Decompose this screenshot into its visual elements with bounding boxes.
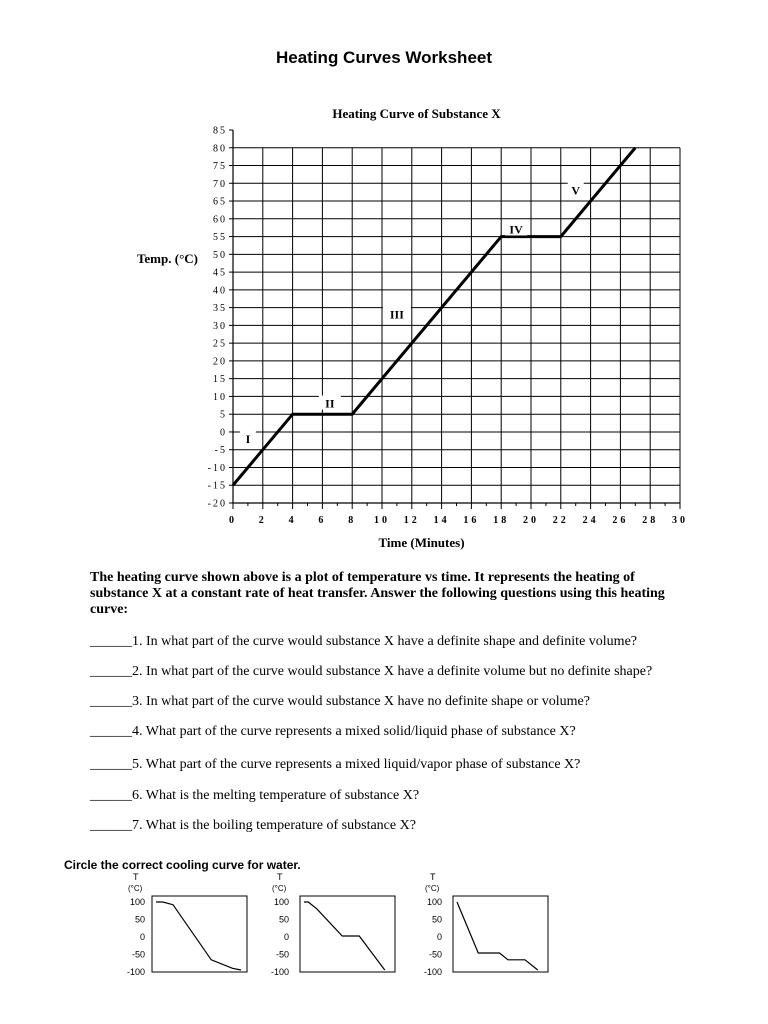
cooling-y-label: -100 — [270, 967, 289, 977]
cooling-y-label: 0 — [436, 932, 442, 942]
y-tick-label: 45 — [213, 267, 227, 279]
cooling-y-label: -50 — [275, 949, 289, 960]
y-tick-label: 30 — [213, 320, 227, 332]
y-tick-label: -15 — [207, 480, 227, 492]
cooling-curve-line-2 — [304, 902, 385, 970]
cooling-curve-line-3 — [457, 902, 538, 970]
region-label-iv: IV — [509, 222, 523, 237]
y-tick-label: 20 — [213, 356, 227, 368]
x-tick-label: 2 — [258, 515, 267, 526]
cooling-y-label: 100 — [426, 897, 442, 907]
y-tick-label: 25 — [213, 338, 227, 350]
x-tick-label: 20 — [523, 515, 539, 526]
x-tick-label: 24 — [582, 515, 599, 526]
y-tick-label: 70 — [213, 178, 227, 190]
cooling-axis-unit-3: (°C) — [425, 884, 440, 893]
y-tick-label: 15 — [213, 374, 227, 386]
question-7: ______7. What is the boiling temperature of substance X? — [90, 818, 416, 833]
y-axis-label: Temp. (°C) — [136, 251, 198, 266]
cooling-y-label: 50 — [278, 914, 289, 925]
cooling-y-label: 50 — [431, 914, 442, 925]
question-4: ______4. What part of the curve represents a mixed solid/liquid phase of substance X? — [90, 724, 576, 739]
cooling-axis-t-3: T — [430, 872, 436, 882]
cooling-y-label: -50 — [428, 949, 442, 960]
y-tick-label: 35 — [213, 303, 227, 315]
x-tick-label: 28 — [642, 515, 659, 526]
region-label-v: V — [571, 183, 581, 198]
x-tick-label: 18 — [493, 515, 510, 526]
y-tick-label: 40 — [213, 285, 227, 297]
cooling-y-label: -100 — [423, 967, 442, 977]
cooling-axis-unit-1: (°C) — [128, 884, 143, 893]
region-label-iii: III — [389, 307, 404, 322]
question-5: ______5. What part of the curve represents a mixed liquid/vapor phase of substance X? — [90, 757, 581, 772]
cooling-axis-unit-2: (°C) — [272, 884, 287, 893]
x-tick-label: 12 — [403, 515, 420, 526]
y-tick-label: 5 — [220, 409, 227, 421]
x-tick-label: 22 — [552, 515, 569, 526]
y-tick-label: 0 — [220, 427, 227, 439]
x-tick-label: 16 — [463, 515, 480, 526]
question-6: ______6. What is the melting temperature of substance X? — [90, 788, 420, 803]
y-tick-label: 60 — [213, 214, 227, 226]
cooling-axis-t-2: T — [277, 872, 283, 882]
cooling-axis-t-1: T — [133, 872, 139, 882]
y-tick-label: -20 — [207, 498, 227, 510]
cooling-curve-options — [0, 870, 768, 1020]
x-tick-label: 10 — [374, 515, 390, 526]
cooling-y-label: 50 — [134, 914, 145, 925]
page-title: Heating Curves Worksheet — [275, 48, 493, 67]
y-tick-label: 10 — [213, 391, 227, 403]
cooling-y-label: 0 — [283, 932, 289, 942]
y-tick-label: 50 — [213, 249, 227, 261]
heating-curve-line — [233, 148, 635, 485]
x-tick-label: 26 — [612, 515, 629, 526]
question-1: ______1. In what part of the curve would substance X have a definite shape and definite volume? — [90, 634, 637, 649]
y-tick-label: -10 — [207, 462, 227, 474]
worksheet-intro: The heating curve shown above is a plot of temperature vs time. It represents the heating of substance X at a constant rate of heat transfer. Answer the following questions using this heating curve: — [90, 570, 665, 617]
cooling-curve-line-1 — [156, 902, 241, 970]
cooling-curve-box-3 — [453, 896, 548, 972]
y-tick-label: 55 — [213, 232, 227, 244]
cooling-curve-box-1 — [152, 896, 247, 972]
y-tick-label: 75 — [213, 161, 227, 173]
y-tick-label: 80 — [213, 143, 227, 155]
x-tick-label: 0 — [229, 515, 237, 526]
cooling-y-label: 0 — [139, 932, 145, 942]
x-tick-label: 6 — [318, 515, 327, 526]
question-2: ______2. In what part of the curve would substance X have a definite volume but no definite shape? — [90, 664, 653, 679]
region-label-ii: II — [325, 396, 335, 411]
cooling-y-label: 100 — [273, 897, 289, 907]
region-label-i: I — [245, 432, 251, 447]
x-tick-label: 8 — [348, 515, 357, 526]
cooling-y-label: -100 — [126, 967, 145, 977]
chart-title: Heating Curve of Substance X — [332, 106, 501, 121]
cooling-curve-prompt: Circle the correct cooling curve for water. — [64, 858, 301, 872]
y-tick-label: 85 — [213, 125, 227, 137]
x-axis-label: Time (Minutes) — [378, 535, 465, 550]
question-3: ______3. In what part of the curve would substance X have no definite shape or volume? — [90, 694, 590, 709]
cooling-y-label: -50 — [131, 949, 145, 960]
x-tick-label: 30 — [672, 515, 688, 526]
cooling-y-label: 100 — [129, 897, 145, 907]
y-tick-label: -5 — [214, 445, 227, 457]
x-tick-label: 4 — [288, 515, 297, 526]
y-tick-label: 65 — [213, 196, 227, 208]
x-tick-label: 14 — [433, 515, 450, 526]
